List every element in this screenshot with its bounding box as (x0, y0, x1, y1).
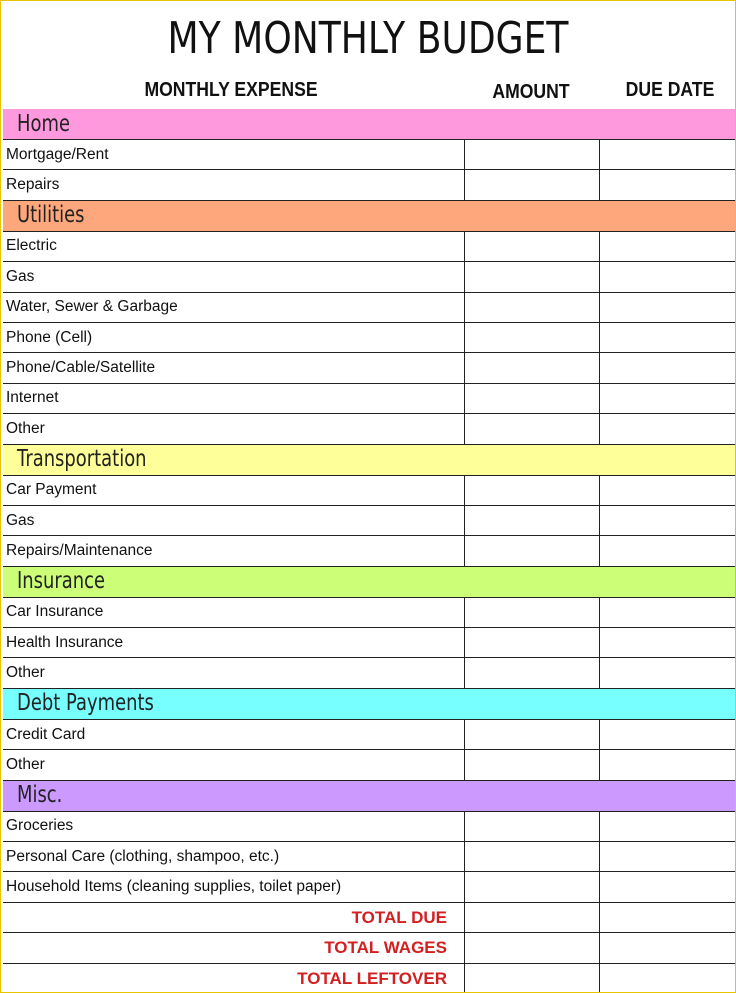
category-label: Misc. (17, 782, 63, 809)
table-row (3, 170, 735, 200)
expense-label: Phone (Cell) (6, 328, 93, 346)
category-insurance (3, 567, 735, 598)
category-utilities (3, 201, 735, 232)
table-row (3, 598, 735, 628)
header-amount: AMOUNT (492, 81, 570, 103)
due-date-cell[interactable] (599, 506, 735, 535)
amount-cell[interactable] (464, 232, 599, 261)
amount-cell[interactable] (464, 964, 599, 993)
due-date-cell[interactable] (599, 476, 735, 505)
due-date-cell[interactable] (599, 628, 735, 657)
amount-cell[interactable] (464, 903, 599, 932)
table-row (3, 414, 735, 444)
expense-label: Other (6, 755, 45, 773)
table-row (3, 628, 735, 658)
due-date-cell[interactable] (599, 720, 735, 749)
amount-cell[interactable] (464, 750, 599, 779)
category-home (3, 109, 735, 140)
category-label: Insurance (17, 568, 106, 595)
total-leftover-row (3, 964, 735, 993)
amount-cell[interactable] (464, 170, 599, 199)
amount-cell[interactable] (464, 720, 599, 749)
due-date-cell[interactable] (599, 232, 735, 261)
total-due-row (3, 903, 735, 933)
due-date-cell[interactable] (599, 933, 735, 962)
amount-cell[interactable] (464, 933, 599, 962)
expense-label: Gas (6, 267, 35, 285)
category-label: Home (17, 110, 70, 137)
table-row (3, 506, 735, 536)
amount-cell[interactable] (464, 353, 599, 382)
category-transportation (3, 445, 735, 476)
table-row (3, 232, 735, 262)
total-wages-row (3, 933, 735, 963)
due-date-cell[interactable] (599, 842, 735, 871)
amount-cell[interactable] (464, 140, 599, 169)
table-row (3, 872, 735, 902)
due-date-cell[interactable] (599, 598, 735, 627)
due-date-cell[interactable] (599, 872, 735, 901)
table-row (3, 812, 735, 842)
category-label: Transportation (17, 446, 147, 473)
expense-label: Electric (6, 237, 57, 255)
category-debt-payments (3, 689, 735, 720)
expense-label: Internet (6, 389, 59, 407)
due-date-cell[interactable] (599, 658, 735, 687)
expense-label: Car Insurance (6, 603, 104, 621)
header-monthly-expense: MONTHLY EXPENSE (144, 79, 318, 101)
amount-cell[interactable] (464, 812, 599, 841)
budget-table (3, 109, 735, 993)
due-date-cell[interactable] (599, 353, 735, 382)
expense-label: Repairs (6, 176, 60, 194)
table-row (3, 658, 735, 688)
amount-cell[interactable] (464, 506, 599, 535)
table-row (3, 323, 735, 353)
due-date-cell[interactable] (599, 140, 735, 169)
amount-cell[interactable] (464, 323, 599, 352)
amount-cell[interactable] (464, 262, 599, 291)
amount-cell[interactable] (464, 293, 599, 322)
expense-label: Household Items (cleaning supplies, toilet paper) (6, 878, 342, 896)
amount-cell[interactable] (464, 598, 599, 627)
due-date-cell[interactable] (599, 384, 735, 413)
expense-label: Phone/Cable/Satellite (6, 359, 156, 377)
expense-label: Personal Care (clothing, shampoo, etc.) (6, 847, 280, 865)
header-due-date: DUE DATE (625, 79, 715, 101)
amount-cell[interactable] (464, 658, 599, 687)
expense-label: Health Insurance (6, 633, 124, 651)
category-label: Debt Payments (17, 690, 154, 717)
expense-label: Gas (6, 511, 35, 529)
due-date-cell[interactable] (599, 964, 735, 993)
page-title: MY MONTHLY BUDGET (167, 13, 569, 64)
table-row (3, 384, 735, 414)
amount-cell[interactable] (464, 536, 599, 565)
table-row (3, 293, 735, 323)
expense-label: Other (6, 419, 45, 437)
expense-label: Car Payment (6, 481, 97, 499)
table-row (3, 536, 735, 566)
table-row (3, 750, 735, 780)
expense-label: Other (6, 664, 45, 682)
due-date-cell[interactable] (599, 293, 735, 322)
category-misc (3, 781, 735, 812)
due-date-cell[interactable] (599, 812, 735, 841)
total-wages-label: TOTAL WAGES (324, 937, 447, 957)
amount-cell[interactable] (464, 842, 599, 871)
category-label: Utilities (17, 202, 85, 229)
expense-label: Groceries (6, 817, 74, 835)
expense-label: Mortgage/Rent (6, 145, 109, 163)
total-leftover-label: TOTAL LEFTOVER (297, 968, 447, 988)
amount-cell[interactable] (464, 628, 599, 657)
amount-cell[interactable] (464, 414, 599, 443)
expense-label: Credit Card (6, 725, 86, 743)
due-date-cell[interactable] (599, 750, 735, 779)
due-date-cell[interactable] (599, 536, 735, 565)
due-date-cell[interactable] (599, 323, 735, 352)
table-row (3, 476, 735, 506)
expense-label: Repairs/Maintenance (6, 541, 153, 559)
table-row (3, 140, 735, 170)
due-date-cell[interactable] (599, 414, 735, 443)
due-date-cell[interactable] (599, 903, 735, 932)
amount-cell[interactable] (464, 476, 599, 505)
table-row (3, 842, 735, 872)
table-row (3, 720, 735, 750)
amount-cell[interactable] (464, 384, 599, 413)
due-date-cell[interactable] (599, 262, 735, 291)
expense-label: Water, Sewer & Garbage (6, 298, 178, 316)
due-date-cell[interactable] (599, 170, 735, 199)
table-row (3, 353, 735, 383)
table-row (3, 262, 735, 292)
total-due-label: TOTAL DUE (351, 907, 447, 927)
amount-cell[interactable] (464, 872, 599, 901)
